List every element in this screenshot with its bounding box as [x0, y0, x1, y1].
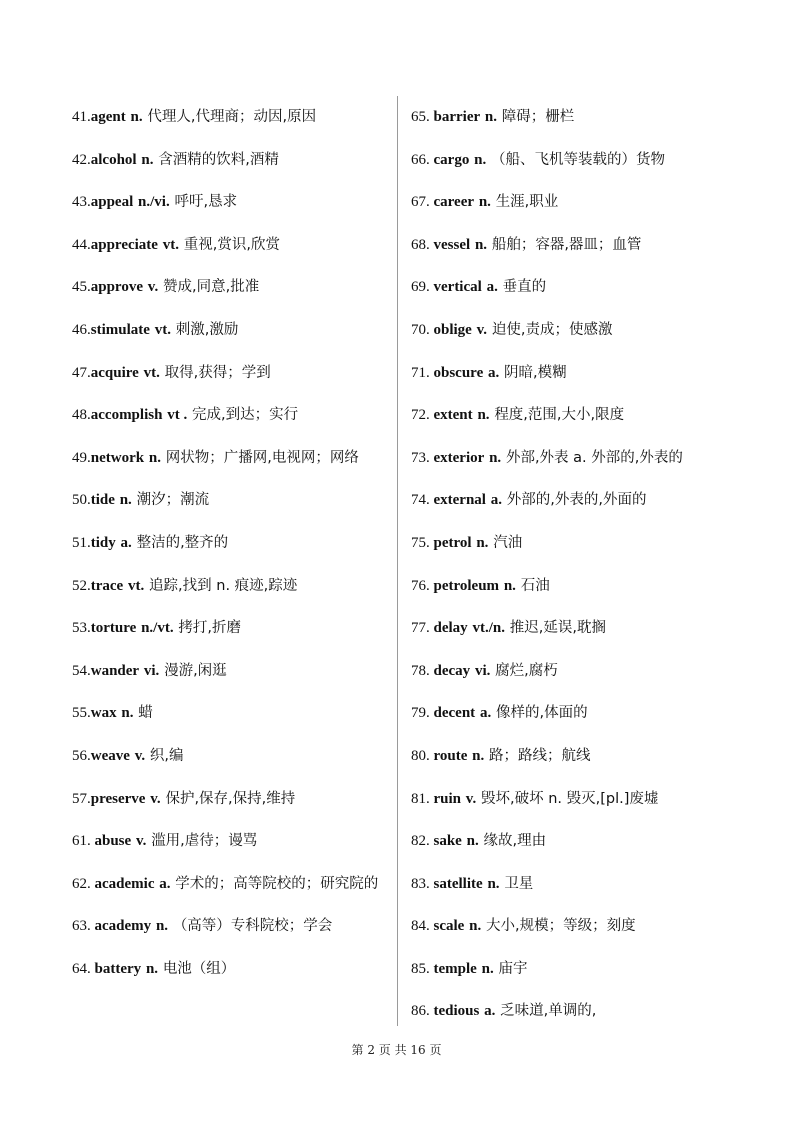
- entry-word: agent: [90, 109, 126, 125]
- entry-number: 49.: [72, 449, 91, 466]
- vocab-entry: [72, 692, 390, 735]
- entry-part-of-speech: vi.: [143, 662, 160, 679]
- entry-definition: 外部的,外表的,外面的: [506, 492, 647, 509]
- vocab-entry: [411, 437, 741, 480]
- entry-definition: 漫游,闲逛: [164, 662, 227, 679]
- entry-number: 64.: [72, 960, 95, 977]
- entry-part-of-speech: n.: [145, 960, 159, 977]
- entry-number: 79.: [411, 705, 434, 722]
- entry-definition: 大小,规模；等级；刻度: [485, 918, 636, 935]
- entry-number: 44.: [72, 236, 91, 253]
- entry-word: accomplish: [90, 407, 163, 424]
- vocab-entry: [411, 139, 741, 182]
- vocab-entry: [72, 735, 390, 778]
- entry-number: 82.: [411, 833, 434, 850]
- vocab-entry: [72, 96, 390, 139]
- entry-word: route: [433, 747, 468, 764]
- vocab-entry: [72, 522, 390, 565]
- entry-number: 86.: [411, 1003, 434, 1020]
- entry-number: 48.: [72, 407, 91, 424]
- entry-number: 41.: [72, 109, 91, 125]
- entry-word: petrol: [433, 534, 472, 551]
- entry-part-of-speech: n.: [484, 109, 498, 125]
- entry-number: 54.: [72, 662, 91, 679]
- vocab-entry: [72, 650, 390, 693]
- entry-number: 53.: [72, 620, 91, 637]
- vocab-entry: [72, 266, 390, 309]
- entry-number: 85.: [411, 960, 434, 977]
- entry-word: vessel: [433, 236, 471, 253]
- entry-definition: 织,编: [149, 747, 184, 764]
- entry-number: 84.: [411, 918, 434, 935]
- entry-definition: 代理人,代理商；动因,原因: [147, 109, 317, 125]
- entry-word: stimulate: [90, 321, 150, 338]
- entry-word: approve: [90, 279, 143, 296]
- entry-word: tide: [90, 492, 115, 509]
- entry-definition: （高等）专科院校；学会: [172, 918, 333, 935]
- entry-definition: 阴暗,模糊: [504, 364, 567, 381]
- entry-part-of-speech: n.: [121, 705, 134, 722]
- entry-definition: 庙宇: [498, 960, 528, 977]
- entry-number: 51.: [72, 534, 91, 551]
- entry-word: preserve: [90, 790, 146, 807]
- entry-part-of-speech: a.: [486, 279, 498, 296]
- entry-word: tedious: [433, 1003, 480, 1020]
- entry-word: wax: [90, 705, 117, 722]
- entry-definition: 滥用,虐待；谩骂: [151, 833, 258, 850]
- entry-number: 76.: [411, 577, 434, 594]
- vocab-entry: [72, 139, 390, 182]
- entry-definition: 路；路线；航线: [489, 747, 591, 764]
- vocab-entry: [411, 352, 741, 395]
- entry-definition: 取得,获得；学到: [164, 364, 271, 381]
- entry-definition: 刺激,激励: [175, 321, 239, 338]
- entry-number: 46.: [72, 321, 91, 338]
- vocab-entry: [72, 437, 390, 480]
- entry-word: abuse: [94, 833, 132, 850]
- entry-number: 65.: [411, 109, 434, 125]
- entry-word: obscure: [433, 364, 484, 381]
- entry-number: 70.: [411, 321, 434, 338]
- entry-part-of-speech: n.: [148, 449, 161, 466]
- entry-part-of-speech: vt.: [128, 577, 145, 594]
- page-footer: 第 2 页 共 16 页: [351, 1043, 442, 1057]
- entry-word: sake: [433, 833, 462, 850]
- entry-part-of-speech: vt.: [154, 321, 171, 338]
- entry-definition: 缘故,理由: [483, 833, 547, 850]
- entry-number: 81.: [411, 790, 434, 807]
- vocab-entry: [411, 650, 741, 693]
- entry-number: 72.: [411, 407, 434, 424]
- entry-word: acquire: [90, 364, 139, 381]
- entry-word: wander: [90, 662, 140, 679]
- entry-definition: 障碍；栅栏: [501, 109, 575, 125]
- vocab-entry: [411, 565, 741, 608]
- vocab-entry: [411, 224, 741, 267]
- entry-number: 57.: [72, 790, 91, 807]
- entry-definition: 保护,保存,保持,维持: [165, 790, 296, 807]
- entry-number: 56.: [72, 747, 91, 764]
- vocab-entry: [72, 820, 390, 863]
- vocab-entry: [411, 905, 741, 948]
- entry-number: 69.: [411, 279, 434, 296]
- entry-number: 55.: [72, 705, 91, 722]
- entry-part-of-speech: a.: [479, 705, 492, 722]
- entry-definition: 汽油: [493, 534, 523, 551]
- entry-part-of-speech: n.: [472, 747, 485, 764]
- vocab-entry: [72, 181, 390, 224]
- vocab-entry: [72, 607, 390, 650]
- entry-number: 80.: [411, 747, 434, 764]
- entry-part-of-speech: a.: [488, 364, 500, 381]
- entry-part-of-speech: n.: [478, 194, 491, 211]
- vocab-entry: [411, 990, 741, 1033]
- entry-part-of-speech: n.: [487, 875, 500, 892]
- entry-part-of-speech: a.: [484, 1003, 496, 1020]
- entry-word: cargo: [433, 151, 470, 168]
- entry-number: 50.: [72, 492, 91, 509]
- entry-part-of-speech: n.: [155, 918, 169, 935]
- entry-definition: 腐烂,腐朽: [495, 662, 558, 679]
- entry-number: 62.: [72, 875, 95, 892]
- entry-number: 45.: [72, 279, 91, 296]
- entry-definition: 追踪,找到 n. 痕迹,踪迹: [149, 577, 298, 594]
- entry-word: delay: [433, 620, 468, 637]
- entry-number: 66.: [411, 151, 434, 168]
- entry-word: vertical: [433, 279, 482, 296]
- entry-part-of-speech: v.: [135, 833, 147, 850]
- entry-part-of-speech: a.: [120, 534, 132, 551]
- entry-number: 71.: [411, 364, 434, 381]
- vocab-entry: [411, 266, 741, 309]
- entry-word: exterior: [433, 449, 485, 466]
- entry-word: academic: [94, 875, 155, 892]
- vocab-entry: [411, 735, 741, 778]
- entry-word: temple: [433, 960, 477, 977]
- entry-part-of-speech: v.: [476, 321, 488, 338]
- entry-part-of-speech: v.: [134, 747, 146, 764]
- entry-word: decent: [433, 705, 476, 722]
- entry-part-of-speech: n.: [474, 151, 487, 168]
- entry-word: weave: [90, 747, 130, 764]
- entry-part-of-speech: n.: [466, 833, 479, 850]
- entry-definition: 乏味道,单调的,: [500, 1003, 597, 1020]
- entry-definition: 迫使,责成；使感激: [491, 321, 613, 338]
- vocab-entry: [72, 863, 390, 906]
- entry-word: appeal: [90, 194, 134, 211]
- entry-definition: 网状物；广播网,电视网；网络: [165, 449, 359, 466]
- entry-number: 67.: [411, 194, 434, 211]
- entry-definition: 拷打,折磨: [178, 620, 241, 637]
- entry-number: 63.: [72, 918, 95, 935]
- vocab-entry: [411, 522, 741, 565]
- entry-part-of-speech: n.: [130, 109, 143, 125]
- entry-number: 68.: [411, 236, 434, 253]
- vocab-entry: [72, 352, 390, 395]
- entry-part-of-speech: vt.: [143, 364, 160, 381]
- entry-definition: 完成,到达；实行: [191, 407, 299, 424]
- entry-part-of-speech: vt .: [167, 407, 188, 424]
- entry-part-of-speech: n./vt.: [141, 620, 174, 637]
- entry-number: 75.: [411, 534, 434, 551]
- entry-definition: 毁坏,破坏 n. 毁灭,[pl.]废墟: [481, 790, 659, 807]
- entry-number: 42.: [72, 151, 91, 168]
- entry-definition: 电池（组）: [162, 960, 236, 977]
- right-column: [411, 96, 741, 1033]
- vocab-entry: [72, 224, 390, 267]
- entry-number: 47.: [72, 364, 91, 381]
- vocab-entry: [411, 479, 741, 522]
- vocab-entry: [72, 948, 390, 991]
- entry-definition: 推迟,延误,耽搁: [509, 620, 606, 637]
- vocab-entry: [411, 692, 741, 735]
- entry-part-of-speech: vt./n.: [472, 620, 505, 637]
- vocab-entry: [411, 181, 741, 224]
- entry-definition: 生涯,职业: [495, 194, 559, 211]
- entry-definition: 整洁的,整齐的: [136, 534, 229, 551]
- entry-definition: 程度,范围,大小,限度: [494, 407, 625, 424]
- entry-word: satellite: [433, 875, 483, 892]
- vocab-entry: [411, 607, 741, 650]
- entry-word: ruin: [433, 790, 462, 807]
- entry-part-of-speech: n./vi.: [138, 194, 170, 211]
- entry-word: career: [433, 194, 475, 211]
- entry-definition: 石油: [520, 577, 550, 594]
- entry-number: 83.: [411, 875, 434, 892]
- vocab-entry: [72, 778, 390, 821]
- left-column: [72, 96, 390, 990]
- entry-definition: 船舶；容器,器皿；血管: [491, 236, 642, 253]
- entry-word: appreciate: [90, 236, 158, 253]
- entry-part-of-speech: v.: [147, 279, 159, 296]
- entry-definition: 外部,外表 a. 外部的,外表的: [505, 449, 683, 466]
- entry-word: petroleum: [433, 577, 500, 594]
- entry-word: alcohol: [90, 151, 137, 168]
- vocab-entry: [411, 394, 741, 437]
- entry-part-of-speech: v.: [150, 790, 161, 807]
- entry-word: extent: [433, 407, 473, 424]
- entry-word: tidy: [90, 534, 116, 551]
- entry-part-of-speech: n.: [481, 960, 494, 977]
- entry-number: 43.: [72, 194, 91, 211]
- vocab-entry: [72, 394, 390, 437]
- entry-word: barrier: [433, 109, 481, 125]
- entry-word: battery: [94, 960, 142, 977]
- vocab-entry: [411, 863, 741, 906]
- entry-definition: 垂直的: [502, 279, 547, 296]
- vocab-entry: [72, 479, 390, 522]
- entry-number: 77.: [411, 620, 434, 637]
- entry-word: scale: [433, 918, 465, 935]
- entry-part-of-speech: n.: [119, 492, 132, 509]
- entry-part-of-speech: n.: [469, 918, 482, 935]
- entry-part-of-speech: vt.: [162, 236, 179, 253]
- entry-definition: 潮汐；潮流: [136, 492, 210, 509]
- entry-part-of-speech: a.: [490, 492, 503, 509]
- entry-word: trace: [90, 577, 124, 594]
- entry-word: decay: [433, 662, 471, 679]
- entry-definition: 学术的；高等院校的；研究院的: [175, 875, 379, 892]
- entry-word: oblige: [433, 321, 472, 338]
- entry-part-of-speech: n.: [474, 236, 488, 253]
- entry-word: academy: [94, 918, 152, 935]
- entry-number: 74.: [411, 492, 434, 509]
- entry-definition: 像样的,体面的: [495, 705, 588, 722]
- vocab-entry: [72, 565, 390, 608]
- entry-part-of-speech: v.: [465, 790, 477, 807]
- entry-part-of-speech: n.: [476, 534, 489, 551]
- vocab-entry: [411, 948, 741, 991]
- vocab-entry: [72, 309, 390, 352]
- entry-part-of-speech: n.: [489, 449, 502, 466]
- vocab-entry: [411, 778, 741, 821]
- entry-word: external: [433, 492, 486, 509]
- entry-number: 73.: [411, 449, 434, 466]
- entry-number: 61.: [72, 833, 95, 850]
- vocab-entry: [411, 96, 741, 139]
- vocab-entry: [411, 820, 741, 863]
- entry-word: network: [90, 449, 145, 466]
- entry-definition: 重视,赏识,欣赏: [183, 236, 280, 253]
- entry-part-of-speech: a.: [159, 875, 171, 892]
- entry-definition: 蜡: [138, 705, 153, 722]
- vocab-entry: [411, 309, 741, 352]
- entry-definition: （船、飞机等装载的）货物: [490, 151, 665, 168]
- entry-part-of-speech: n.: [141, 151, 154, 168]
- entry-definition: 卫星: [504, 875, 534, 892]
- entry-part-of-speech: n.: [503, 577, 516, 594]
- column-divider: [397, 96, 398, 1026]
- entry-part-of-speech: vi.: [474, 662, 491, 679]
- entry-word: torture: [90, 620, 137, 637]
- entry-part-of-speech: n.: [477, 407, 490, 424]
- entry-number: 78.: [411, 662, 434, 679]
- entry-definition: 赞成,同意,批准: [162, 279, 260, 296]
- entry-definition: 呼吁,恳求: [174, 194, 238, 211]
- entry-definition: 含酒精的饮料,酒精: [158, 151, 279, 168]
- entry-number: 52.: [72, 577, 91, 594]
- vocab-entry: [72, 905, 390, 948]
